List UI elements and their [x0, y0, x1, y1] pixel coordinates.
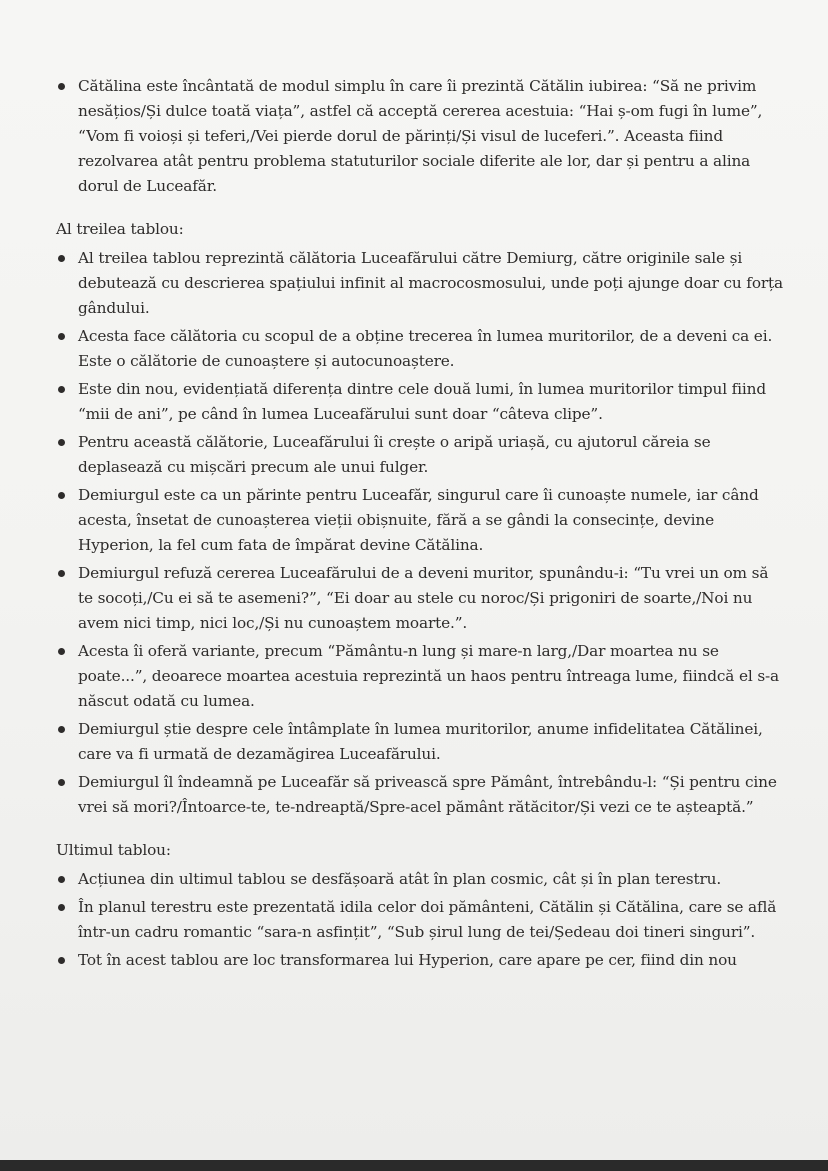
- bullet-list-last-tableau: [56, 867, 786, 973]
- document-body: [56, 74, 786, 976]
- list-item: Al treilea tablou reprezintă călătoria Luceafărului către Demiurg, către originile sale și debutează cu descrierea spațiului infinit al macrocosmosului, unde poți ajunge doar cu forța gândului.: [56, 246, 786, 321]
- list-item: În planul terestru este prezentată idila celor doi pământeni, Cătălin și Cătălina, care se află într-un cadru romantic “sara-n asfințit”, “Sub șirul lung de tei/Ședeau doi tineri singuri”.: [56, 895, 786, 945]
- list-item: Pentru această călătorie, Luceafărului îi crește o aripă uriașă, cu ajutorul căreia se deplasează cu mișcări precum ale unui fulger.: [56, 430, 786, 480]
- list-item: Demiurgul îl îndeamnă pe Luceafăr să privească spre Pământ, întrebându-l: “Și pentru cine vrei să mori?/Întoarce-te, te-ndreaptă/Spre-acel pământ rătăcitor/Și vezi ce te așteaptă.”: [56, 770, 786, 820]
- photo-background-edge: [0, 1160, 828, 1171]
- bullet-list-third-tableau: [56, 246, 786, 820]
- list-item: Acesta face călătoria cu scopul de a obține trecerea în lumea muritorilor, de a deveni ca ei. Este o călătorie de cunoaștere și autocunoaștere.: [56, 324, 786, 374]
- list-item: Demiurgul refuză cererea Luceafărului de a deveni muritor, spunându-i: “Tu vrei un om să te socoți,/Cu ei să te asemeni?”, “Ei doar au stele cu noroc/Și prigoniri de soarte,/Noi nu avem nici timp, nici loc,/Și nu cunoaștem moarte.”.: [56, 561, 786, 636]
- section-heading-third-tableau: Al treilea tablou:: [56, 220, 184, 238]
- list-item: Acesta îi oferă variante, precum “Pământu-n lung și mare-n larg,/Dar moartea nu se poate...”, deoarece moartea acestuia reprezintă un haos pentru întreaga lume, fiindcă el s-a născut odată cu lumea.: [56, 639, 786, 714]
- list-item: Demiurgul este ca un părinte pentru Luceafăr, singurul care îi cunoaște numele, iar când acesta, însetat de cunoașterea vieții obișnuite, fără a se gândi la consecințe, devine Hyperion, la fel cum fata de împărat devine Cătălina.: [56, 483, 786, 558]
- section-heading-last-tableau: Ultimul tablou:: [56, 841, 171, 859]
- list-item: Este din nou, evidențiată diferența dintre cele două lumi, în lumea muritorilor timpul fiind “mii de ani”, pe când în lumea Luceafărului sunt doar “câteva clipe”.: [56, 377, 786, 427]
- list-item: Cătălina este încântată de modul simplu în care îi prezintă Cătălin iubirea: “Să ne privim nesățios/Și dulce toată viața”, astfel că acceptă cererea acestuia: “Hai ș-om fugi în lume”, “Vom fi voioși și teferi,/Vei pierde dorul de părinți/Și visul de luceferi.”. Aceasta fiind rezolvarea atât pentru problema statuturilor sociale diferite ale lor, dar și pentru a alina dorul de Luceafăr.: [56, 74, 786, 199]
- list-item: Acțiunea din ultimul tablou se desfășoară atât în plan cosmic, cât și în plan terestru.: [56, 867, 786, 892]
- list-item: Tot în acest tablou are loc transformarea lui Hyperion, care apare pe cer, fiind din nou: [56, 948, 786, 973]
- bullet-list-intro: [56, 74, 786, 199]
- list-item: Demiurgul știe despre cele întâmplate în lumea muritorilor, anume infidelitatea Cătălinei, care va fi urmată de dezamăgirea Luceafărului.: [56, 717, 786, 767]
